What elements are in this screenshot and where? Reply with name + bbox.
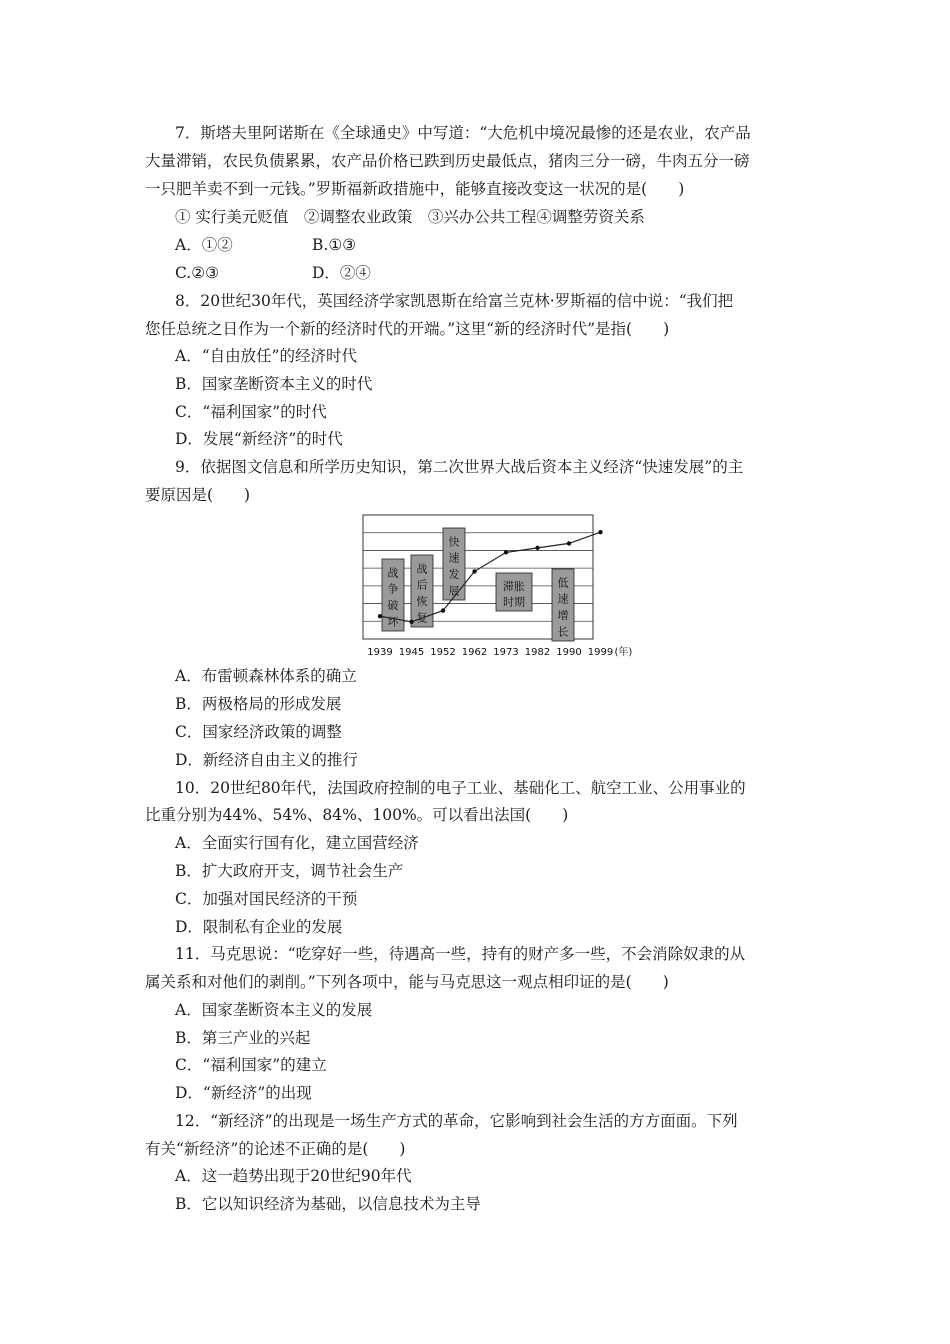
q10-option-d: D．限制私有企业的发展 [175,918,343,936]
chart-stage-label-char: 低 [557,576,569,590]
q11-option-d: D．“新经济”的出现 [175,1084,312,1102]
q9-line-1: 9．依据图文信息和所学历史知识，第二次世界大战后资本主义经济“快速发展”的主 [175,458,744,476]
chart-stage-label-char: 发 [448,568,460,582]
q12-option-a: A．这一趋势出现于20世纪90年代 [175,1167,412,1185]
chart-stage-label-char: 快 [448,535,460,549]
chart-x-tick-label: 1962 [461,647,488,658]
q8-line-1: 8．20世纪30年代，英国经济学家凯恩斯在给富兰克林·罗斯福的信中说：“我们把 [175,292,734,310]
chart-stage-label-char: 滞胀 [503,579,525,593]
q11-option-b: B．第三产业的兴起 [175,1029,311,1047]
chart-stage-box [496,573,532,611]
chart-stage-box [411,555,433,627]
chart-data-point [535,546,539,550]
chart-x-ticks [367,647,613,658]
chart-x-tick-label: 1999 [587,647,614,658]
q12-line-2: 有关“新经济”的论述不正确的是( ) [145,1140,406,1158]
chart-data-point [409,620,413,624]
q7-line-2: 大量滞销，农民负债累累，农产品价格已跌到历史最低点，猪肉三分一磅，牛肉五分一磅 [145,152,750,170]
chart-stage-label-char: 恢 [416,595,428,609]
q8-option-d: D．发展“新经济”的时代 [175,430,343,448]
q9-option-a: A．布雷顿森林体系的确立 [175,667,357,685]
q11-line-2: 属关系和对他们的剥削。”下列各项中，能与马克思这一观点相印证的是( ) [145,973,669,991]
q10-line-2: 比重分别为44%、54%、84%、100%。可以看出法国( ) [145,806,569,824]
chart-stage-label-char: 后 [416,578,428,592]
q11-line-1: 11．马克思说：“吃穿好一些，待遇高一些，持有的财产多一些，不会消除奴隶的从 [175,945,746,963]
q7-option-c: C.②③ [175,264,220,282]
q8-option-b: B．国家垄断资本主义的时代 [175,375,373,393]
chart-stage-labels [382,528,574,641]
q9-option-d: D．新经济自由主义的推行 [175,751,358,769]
chart-stage-box [552,569,574,641]
q12-line-1: 12．“新经济”的出现是一场生产方式的革命，它影响到社会生活的方方面面。下列 [175,1112,738,1130]
q7-option-b: B.①③ [312,236,357,254]
chart-data-point [378,614,382,618]
q10-line-1: 10．20世纪80年代，法国政府控制的电子工业、基础化工、航空工业、公用事业的 [175,779,746,797]
q7-items: ① 实行美元贬值 ②调整农业政策 ③兴办公共工程④调整劳资关系 [175,208,645,226]
chart-stage-label-char: 增 [557,609,569,623]
q8-option-c: C．“福利国家”的时代 [175,403,327,421]
q10-option-c: C．加强对国民经济的干预 [175,890,358,908]
chart-stage-label-char: 战 [416,562,428,576]
q7-line-1: 7．斯塔夫里阿诺斯在《全球通史》中写道：“大危机中境况最惨的还是农业，农产品 [175,124,751,142]
chart-stage-label-char: 复 [416,611,428,625]
chart-x-tick-label: 1982 [524,647,551,658]
chart-x-tick-label: 1973 [493,647,519,658]
q7-line-3: 一只肥羊卖不到一元钱。”罗斯福新政措施中，能够直接改变这一状况的是( ) [145,180,685,198]
q8-line-2: 您任总统之日作为一个新的经济时代的开端。”这里“新的经济时代”是指( ) [145,320,670,338]
chart-stage-label-char: 战 [387,566,399,580]
chart-stage-label-char: 时期 [503,595,525,609]
q7-option-d: D．②④ [312,264,371,282]
chart-data-point [441,608,445,612]
q10-option-a: A．全面实行国有化，建立国营经济 [175,834,419,852]
chart-stage-label-char: 破 [387,599,399,613]
chart-data-point [472,569,476,573]
chart-stage-label-char: 速 [557,592,569,606]
chart-stage-label-char: 速 [448,551,460,565]
chart-x-tick-label: 1939 [367,647,393,658]
chart-stage-label-char: 长 [557,625,569,639]
chart-x-unit: (年) [614,647,633,658]
chart-stage-box [443,528,465,600]
chart-stage-label-char: 争 [387,582,399,596]
q8-option-a: A．“自由放任”的经济时代 [175,347,358,365]
q11-option-a: A．国家垄断资本主义的发展 [175,1001,373,1019]
q9-option-c: C．国家经济政策的调整 [175,723,342,741]
q7-option-a: A．①② [175,236,233,254]
chart-data-point [598,530,602,534]
q12-option-b: B．它以知识经济为基础，以信息技术为主导 [175,1195,481,1213]
economic-development-chart [360,512,660,662]
q11-option-c: C．“福利国家”的建立 [175,1056,327,1074]
q9-line-2: 要原因是( ) [145,486,251,504]
chart-x-tick-label: 1990 [556,647,582,658]
chart-x-tick-label: 1952 [430,647,456,658]
q9-option-b: B．两极格局的形成发展 [175,695,342,713]
chart-data-point [504,550,508,554]
chart-stage-label-char: 展 [448,584,460,598]
q10-option-b: B．扩大政府开支，调节社会生产 [175,862,404,880]
chart-stage-label-char: 坏 [387,615,399,629]
chart-x-tick-label: 1945 [398,647,425,658]
chart-data-point [567,541,571,545]
